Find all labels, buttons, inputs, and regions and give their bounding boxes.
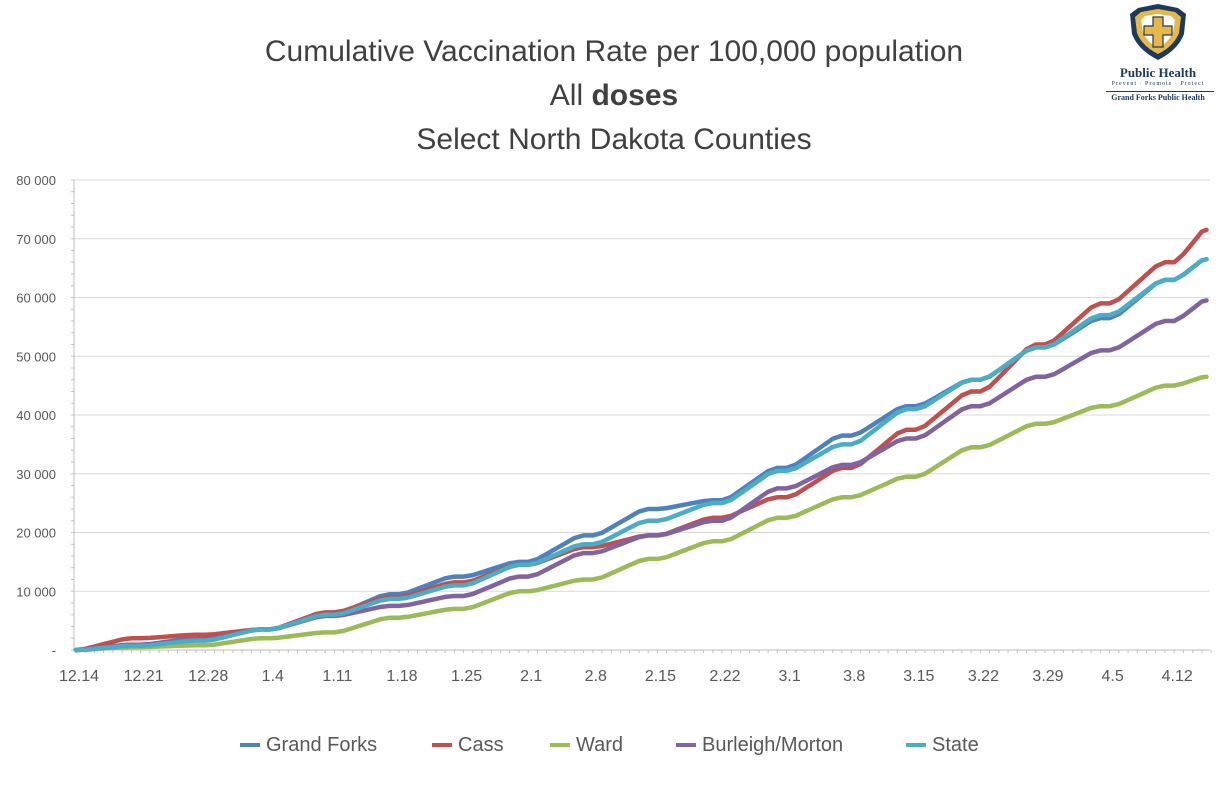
x-tick-label: 3.29 — [1032, 668, 1064, 685]
logo-org: Grand Forks Public Health — [1111, 93, 1205, 102]
x-tick-label: 1.11 — [322, 668, 353, 685]
legend-swatch — [432, 743, 452, 747]
title-line-2-prefix: All — [549, 79, 592, 112]
series-line-cass — [76, 230, 1207, 650]
legend-swatch — [240, 743, 260, 747]
y-tick-labels — [16, 173, 56, 658]
legend-label: State — [932, 733, 979, 756]
x-tick-label: 2.8 — [584, 668, 607, 685]
series-line-burleigh-morton — [76, 300, 1207, 650]
axes — [71, 180, 1211, 653]
legend-label: Grand Forks — [266, 733, 378, 756]
title-line-3: Select North Dakota Counties — [416, 123, 812, 156]
logo-name: Public Health — [1119, 65, 1197, 80]
legend-label: Cass — [458, 733, 504, 756]
y-tick-label: 70 000 — [16, 231, 56, 247]
legend-item — [550, 732, 623, 758]
x-tick-labels — [59, 668, 1193, 685]
x-tick-label: 4.5 — [1101, 668, 1124, 685]
chart-legend — [0, 732, 1224, 758]
legend-item — [432, 732, 504, 758]
x-tick-label: 3.8 — [843, 668, 866, 685]
x-tick-label: 12.21 — [123, 668, 164, 685]
x-tick-label: 1.18 — [386, 668, 418, 685]
x-tick-label: 3.15 — [903, 668, 935, 685]
y-tick-label: 40 000 — [16, 408, 56, 423]
y-tick-label: 10 000 — [16, 584, 56, 600]
series-line-ward — [76, 377, 1207, 650]
legend-label: Burleigh/Morton — [702, 733, 844, 756]
x-tick-label: 1.4 — [261, 668, 284, 685]
legend-swatch — [676, 743, 696, 747]
y-tick-label: 60 000 — [16, 290, 56, 306]
y-tick-label: 30 000 — [16, 466, 56, 482]
logo-tagline: Prevent · Promote · Protect — [1111, 81, 1205, 87]
x-tick-label: 3.1 — [778, 668, 801, 685]
legend-item — [676, 732, 843, 758]
x-tick-label: 4.12 — [1161, 668, 1193, 685]
y-tick-label: 50 000 — [16, 349, 56, 365]
x-tick-label: 2.22 — [709, 668, 741, 685]
legend-swatch — [550, 743, 570, 747]
x-tick-label: 12.14 — [58, 668, 100, 685]
y-tick-label: 20 000 — [16, 525, 56, 541]
series-lines — [76, 230, 1207, 650]
legend-swatch — [906, 743, 926, 747]
x-tick-label: 2.15 — [644, 668, 676, 685]
x-tick-label: 2.1 — [520, 668, 543, 685]
title-line-2-bold: doses — [591, 79, 679, 112]
title-line-1: Cumulative Vaccination Rate per 100,000 population — [264, 35, 964, 68]
y-tick-label: - — [51, 643, 56, 658]
x-tick-label: 12.28 — [188, 668, 229, 685]
legend-item — [240, 732, 377, 758]
x-tick-label: 3.22 — [967, 668, 999, 685]
y-tick-label: 80 000 — [16, 173, 56, 188]
legend-item — [906, 732, 979, 758]
legend-label: Ward — [576, 733, 624, 756]
gridlines — [74, 180, 1210, 591]
x-tick-label: 1.25 — [451, 668, 483, 685]
